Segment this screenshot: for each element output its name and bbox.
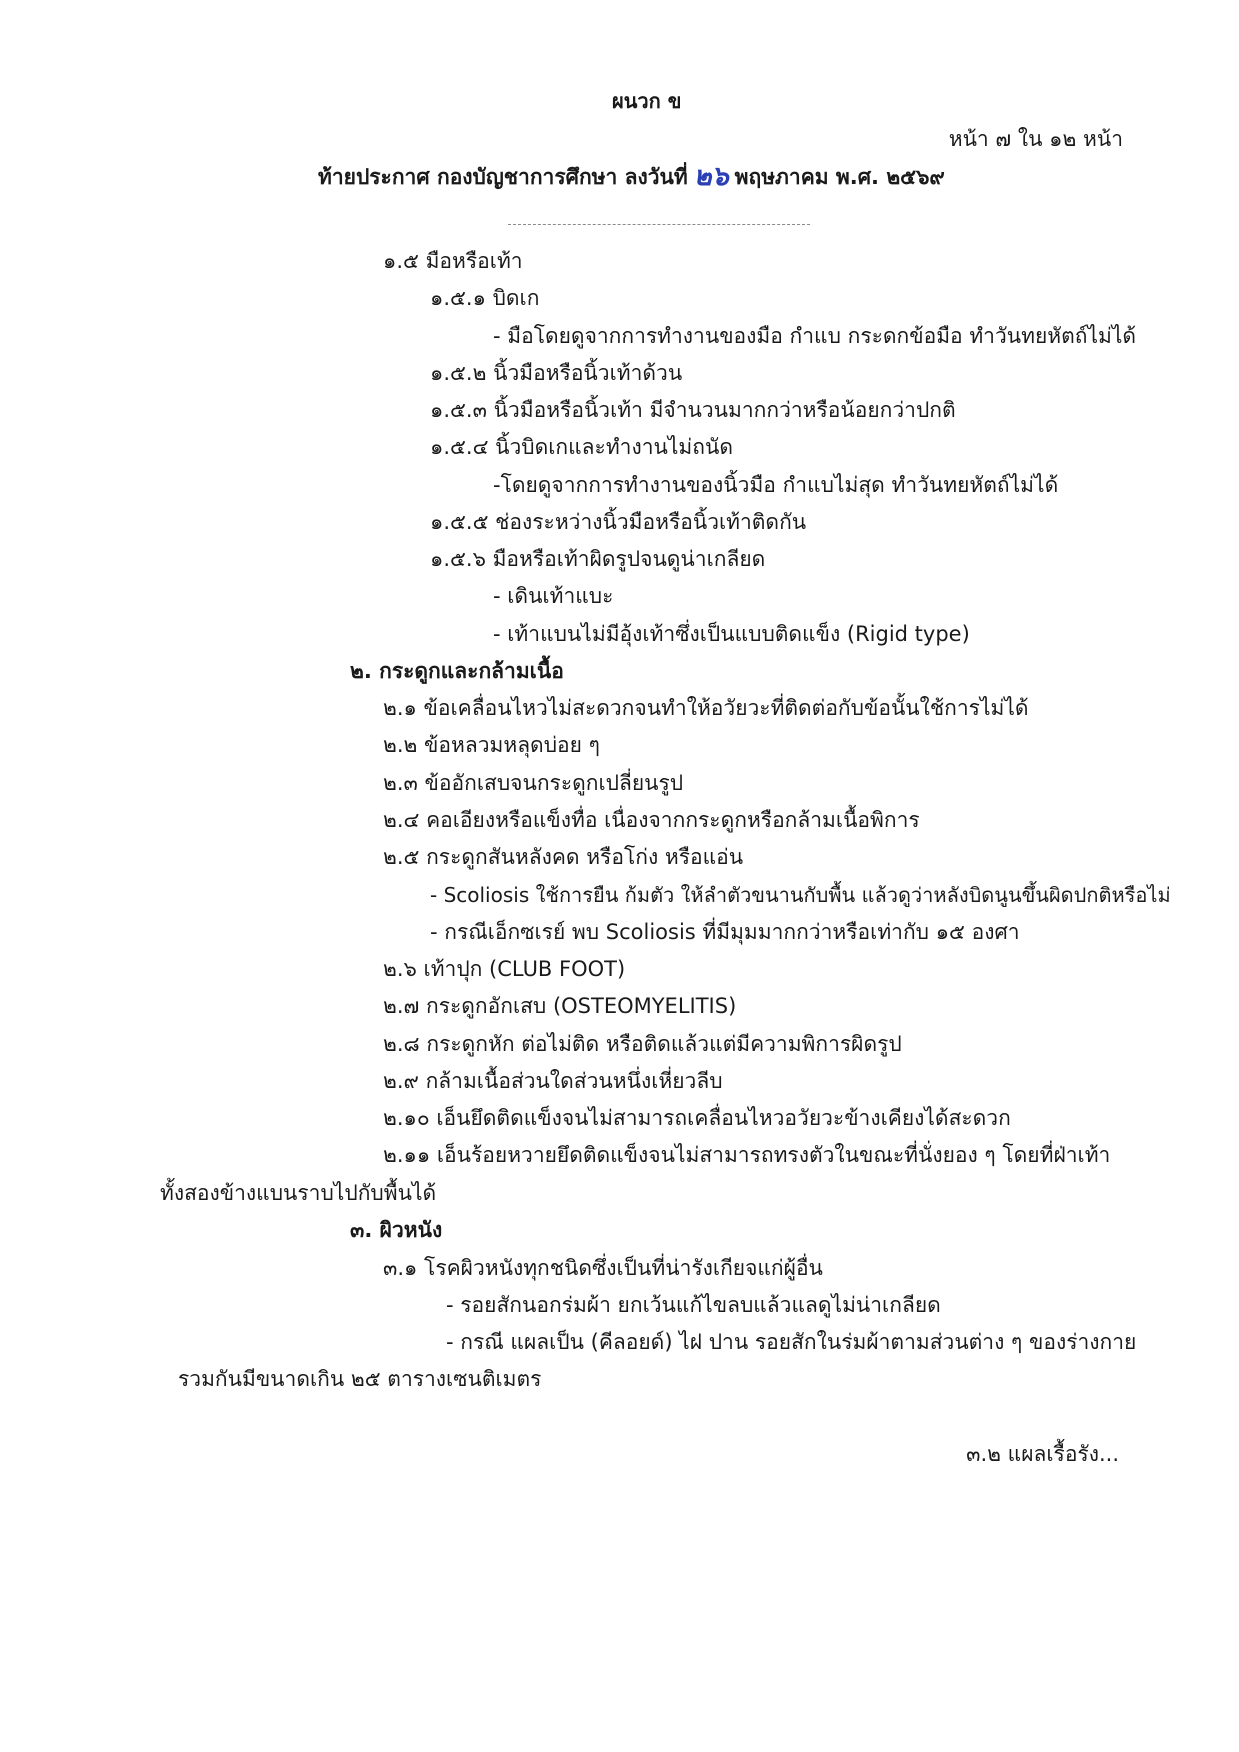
- handwritten-date-day: ๒๖: [693, 161, 729, 192]
- item-2-5-detail-a: - Scoliosis ใช้การยืน ก้มตัว ให้ลำตัวขนานกับพื้น แล้วดูว่าหลังบิดนูนขึ้นผิดปกติหรือไม่: [430, 883, 1171, 907]
- item-2-8: ๒.๘ กระดูกหัก ต่อไม่ติด หรือติดแล้วแต่มีความพิการผิดรูป: [383, 1032, 902, 1056]
- item-1-5-4-detail: -โดยดูจากการทำงานของนิ้วมือ กำแบไม่สุด ทำวันทยหัตถ์ไม่ได้: [493, 473, 1059, 497]
- item-2-3: ๒.๓ ข้ออักเสบจนกระดูกเปลี่ยนรูป: [383, 771, 684, 795]
- item-2-7: ๒.๗ กระดูกอักเสบ (OSTEOMYELITIS): [383, 994, 737, 1018]
- item-2-6: ๒.๖ เท้าปุก (CLUB FOOT): [383, 957, 626, 981]
- item-1-5-1-detail: - มือโดยดูจากการทำงานของมือ กำแบ กระดกข้อมือ ทำวันทยหัตถ์ไม่ได้: [493, 324, 1137, 348]
- item-2-2: ๒.๒ ข้อหลวมหลุดบ่อย ๆ: [383, 733, 600, 757]
- item-2-1: ๒.๑ ข้อเคลื่อนไหวไม่สะดวกจนทำให้อวัยวะที่ติดต่อกับข้อนั้นใช้การไม่ได้: [383, 696, 1029, 720]
- item-1-5-2: ๑.๕.๒ นิ้วมือหรือนิ้วเท้าด้วน: [430, 361, 683, 385]
- item-1-5-6-detail-b: - เท้าแบนไม่มีอุ้งเท้าซึ่งเป็นแบบติดแข็ง (Rigid type): [493, 622, 970, 646]
- item-3-1: ๓.๑ โรคผิวหนังทุกชนิดซึ่งเป็นที่น่ารังเกียจแก่ผู้อื่น: [383, 1256, 823, 1280]
- announcement-prefix: ท้ายประกาศ กองบัญชาการศึกษา ลงวันที่: [318, 165, 688, 189]
- item-1-5-6-detail-a: - เดินเท้าแบะ: [493, 584, 614, 608]
- item-1-5-1: ๑.๕.๑ บิดเก: [430, 286, 540, 310]
- announcement-suffix: พฤษภาคม พ.ศ. ๒๕๖๙: [734, 165, 945, 189]
- item-3-1-detail-a: - รอยสักนอกร่มผ้า ยกเว้นแก้ไขลบแล้วแลดูไม่น่าเกลียด: [446, 1293, 941, 1317]
- item-1-5-3: ๑.๕.๓ นิ้วมือหรือนิ้วเท้า มีจำนวนมากกว่าหรือน้อยกว่าปกติ: [430, 398, 956, 422]
- item-2-10: ๒.๑๐ เอ็นยึดติดแข็งจนไม่สามารถเคลื่อนไหวอวัยวะข้างเคียงได้สะดวก: [383, 1106, 1011, 1130]
- announcement-line: [318, 161, 945, 192]
- item-2-4: ๒.๔ คอเอียงหรือแข็งทื่อ เนื่องจากกระดูกหรือกล้ามเนื้อพิการ: [383, 808, 920, 832]
- item-1-5-6: ๑.๕.๖ มือหรือเท้าผิดรูปจนดูน่าเกลียด: [430, 547, 766, 571]
- appendix-title: ผนวก ข: [612, 89, 682, 113]
- item-2-11-continued: ทั้งสองข้างแบนราบไปกับพื้นได้: [160, 1181, 437, 1205]
- item-2-5-detail-b: - กรณีเอ็กซเรย์ พบ Scoliosis ที่มีมุมมากกว่าหรือเท่ากับ ๑๕ องศา: [430, 920, 1020, 944]
- item-2-5: ๒.๕ กระดูกสันหลังคด หรือโก่ง หรือแอ่น: [383, 845, 744, 869]
- page-number: หน้า ๗ ใน ๑๒ หน้า: [948, 127, 1123, 151]
- section-2-heading: ๒. กระดูกและกล้ามเนื้อ: [350, 659, 564, 683]
- item-3-1-detail-b-continued: รวมกันมีขนาดเกิน ๒๕ ตารางเซนติเมตร: [178, 1367, 542, 1391]
- item-1-5-4: ๑.๕.๔ นิ้วบิดเกและทำงานไม่ถนัด: [430, 435, 733, 459]
- item-2-11: ๒.๑๑ เอ็นร้อยหวายยึดติดแข็งจนไม่สามารถทรงตัวในขณะที่นั่งยอง ๆ โดยที่ฝ่าเท้า: [383, 1143, 1111, 1167]
- section-3-heading: ๓. ผิวหนัง: [350, 1218, 443, 1242]
- section-1-5-heading: ๑.๕ มือหรือเท้า: [383, 249, 523, 273]
- item-1-5-5: ๑.๕.๕ ช่องระหว่างนิ้วมือหรือนิ้วเท้าติดกัน: [430, 510, 807, 534]
- item-3-1-detail-b: - กรณี แผลเป็น (คีลอยด์) ไฝ ปาน รอยสักในร่มผ้าตามส่วนต่าง ๆ ของร่างกาย: [446, 1330, 1137, 1354]
- continuation-note: ๓.๒ แผลเรื้อรัง...: [966, 1442, 1119, 1466]
- item-2-9: ๒.๙ กล้ามเนื้อส่วนใดส่วนหนึ่งเหี่ยวลีบ: [383, 1069, 723, 1093]
- header-separator: [508, 224, 810, 225]
